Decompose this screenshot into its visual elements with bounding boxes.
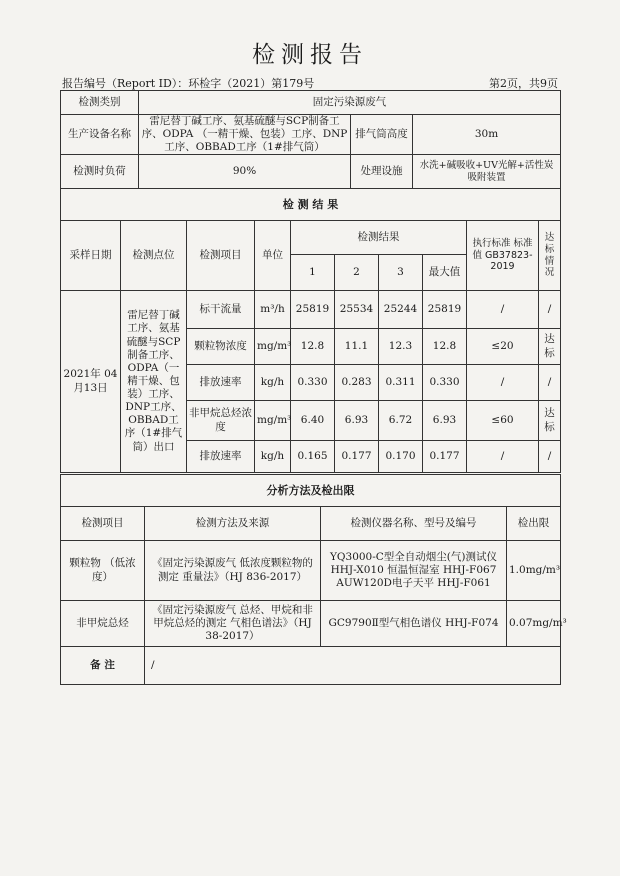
cell-item: 颗粒物浓度	[187, 329, 255, 365]
cell-item: 标干流量	[187, 291, 255, 329]
cell-std: ≤60	[467, 401, 539, 441]
cell-v1: 0.165	[291, 441, 335, 473]
load-value: 90%	[139, 155, 351, 189]
cell-std: ≤20	[467, 329, 539, 365]
category-label: 检测类别	[61, 91, 139, 115]
col-date: 采样日期	[61, 221, 121, 291]
method-col-method: 检测方法及来源	[145, 507, 321, 541]
cell-v3: 0.170	[379, 441, 423, 473]
method-instrument: YQ3000-C型全自动烟尘(气)测试仪 HHJ-X010 恒温恒湿室 HHJ-F067 AUW120D电子天平 HHJ-F061	[321, 541, 507, 601]
methods-section-title: 分析方法及检出限	[61, 475, 561, 507]
methods-table	[60, 474, 567, 685]
table-row	[61, 291, 561, 329]
col-unit: 单位	[255, 221, 291, 291]
cell-item: 排放速率	[187, 365, 255, 401]
results-table	[60, 188, 561, 473]
col-point: 检测点位	[121, 221, 187, 291]
cell-std: /	[467, 365, 539, 401]
cell-max: 12.8	[423, 329, 467, 365]
cell-unit: kg/h	[255, 441, 291, 473]
cell-ok: 达标	[539, 329, 561, 365]
cell-max: 6.93	[423, 401, 467, 441]
cell-v2: 0.283	[335, 365, 379, 401]
cell-v2: 25534	[335, 291, 379, 329]
treatment-label: 处理设施	[351, 155, 413, 189]
table-row	[61, 541, 561, 601]
cell-item: 排放速率	[187, 441, 255, 473]
cell-item: 非甲烷总烃浓度	[187, 401, 255, 441]
stack-height-label: 排气筒高度	[351, 115, 413, 155]
cell-v2: 0.177	[335, 441, 379, 473]
method-col-limit: 检出限	[507, 507, 561, 541]
cell-v3: 0.311	[379, 365, 423, 401]
cell-unit: mg/m³	[255, 401, 291, 441]
load-label: 检测时负荷	[61, 155, 139, 189]
cell-ok: /	[539, 365, 561, 401]
cell-std: /	[467, 291, 539, 329]
cell-v1: 12.8	[291, 329, 335, 365]
method-limit: 0.07mg/m³	[507, 601, 561, 647]
table-row	[61, 601, 561, 647]
method-source: 《固定污染源废气 总烃、甲烷和非甲烷总烃的测定 气相色谱法》（HJ 38-2017）	[145, 601, 321, 647]
cell-v2: 6.93	[335, 401, 379, 441]
method-instrument: GC9790Ⅱ型气相色谱仪 HHJ-F074	[321, 601, 507, 647]
col-compliance: 达标情况	[539, 221, 561, 291]
cell-max: 0.177	[423, 441, 467, 473]
treatment-value: 水洗+碱吸收+UV光解+活性炭吸附装置	[413, 155, 561, 189]
cell-unit: kg/h	[255, 365, 291, 401]
col-item: 检测项目	[187, 221, 255, 291]
method-limit: 1.0mg/m³	[507, 541, 561, 601]
cell-ok: /	[539, 441, 561, 473]
cell-v2: 11.1	[335, 329, 379, 365]
cell-max: 25819	[423, 291, 467, 329]
page-info: 第2页，共9页	[489, 77, 558, 90]
method-col-instrument: 检测仪器名称、型号及编号	[321, 507, 507, 541]
cell-max: 0.330	[423, 365, 467, 401]
method-item: 颗粒物 （低浓度）	[61, 541, 145, 601]
col-standard: 执行标准 标准值 GB37823-2019	[467, 221, 539, 291]
category-value: 固定污染源废气	[139, 91, 561, 115]
cell-v1: 0.330	[291, 365, 335, 401]
report-title: 检测报告	[252, 42, 368, 68]
equipment-value: 雷尼替丁碱工序、氨基硫醚与SCP制备工序、ODPA （一精干燥、包装）工序、DNP工序、OBBAD工序（1#排气筒）	[139, 115, 351, 155]
cell-unit: mg/m³	[255, 329, 291, 365]
stack-height-value: 30m	[413, 115, 561, 155]
sampling-point: 雷尼替丁碱工序、氨基硫醚与SCP制备工序、ODPA（一精干燥、包装）工序、DNP工序、OBBAD工序（1#排气筒）出口	[121, 291, 187, 473]
report-id: 报告编号（Report ID）：环检字（2021）第179号	[62, 77, 315, 90]
results-section-title: 检 测 结 果	[61, 189, 561, 221]
sampling-date: 2021年 04月13日	[61, 291, 121, 473]
col-max: 最大值	[423, 255, 467, 291]
remarks-label: 备 注	[61, 647, 145, 685]
info-table	[60, 90, 561, 189]
cell-ok: 达标	[539, 401, 561, 441]
col-r3: 3	[379, 255, 423, 291]
cell-ok: /	[539, 291, 561, 329]
method-item: 非甲烷总烃	[61, 601, 145, 647]
cell-v3: 12.3	[379, 329, 423, 365]
cell-v3: 6.72	[379, 401, 423, 441]
cell-std: /	[467, 441, 539, 473]
col-r2: 2	[335, 255, 379, 291]
equipment-label: 生产设备名称	[61, 115, 139, 155]
method-col-item: 检测项目	[61, 507, 145, 541]
col-r1: 1	[291, 255, 335, 291]
method-source: 《固定污染源废气 低浓度颗粒物的测定 重量法》（HJ 836-2017）	[145, 541, 321, 601]
cell-v3: 25244	[379, 291, 423, 329]
cell-v1: 6.40	[291, 401, 335, 441]
cell-v1: 25819	[291, 291, 335, 329]
remarks-value: /	[145, 647, 561, 685]
col-result: 检测结果	[291, 221, 467, 255]
cell-unit: m³/h	[255, 291, 291, 329]
